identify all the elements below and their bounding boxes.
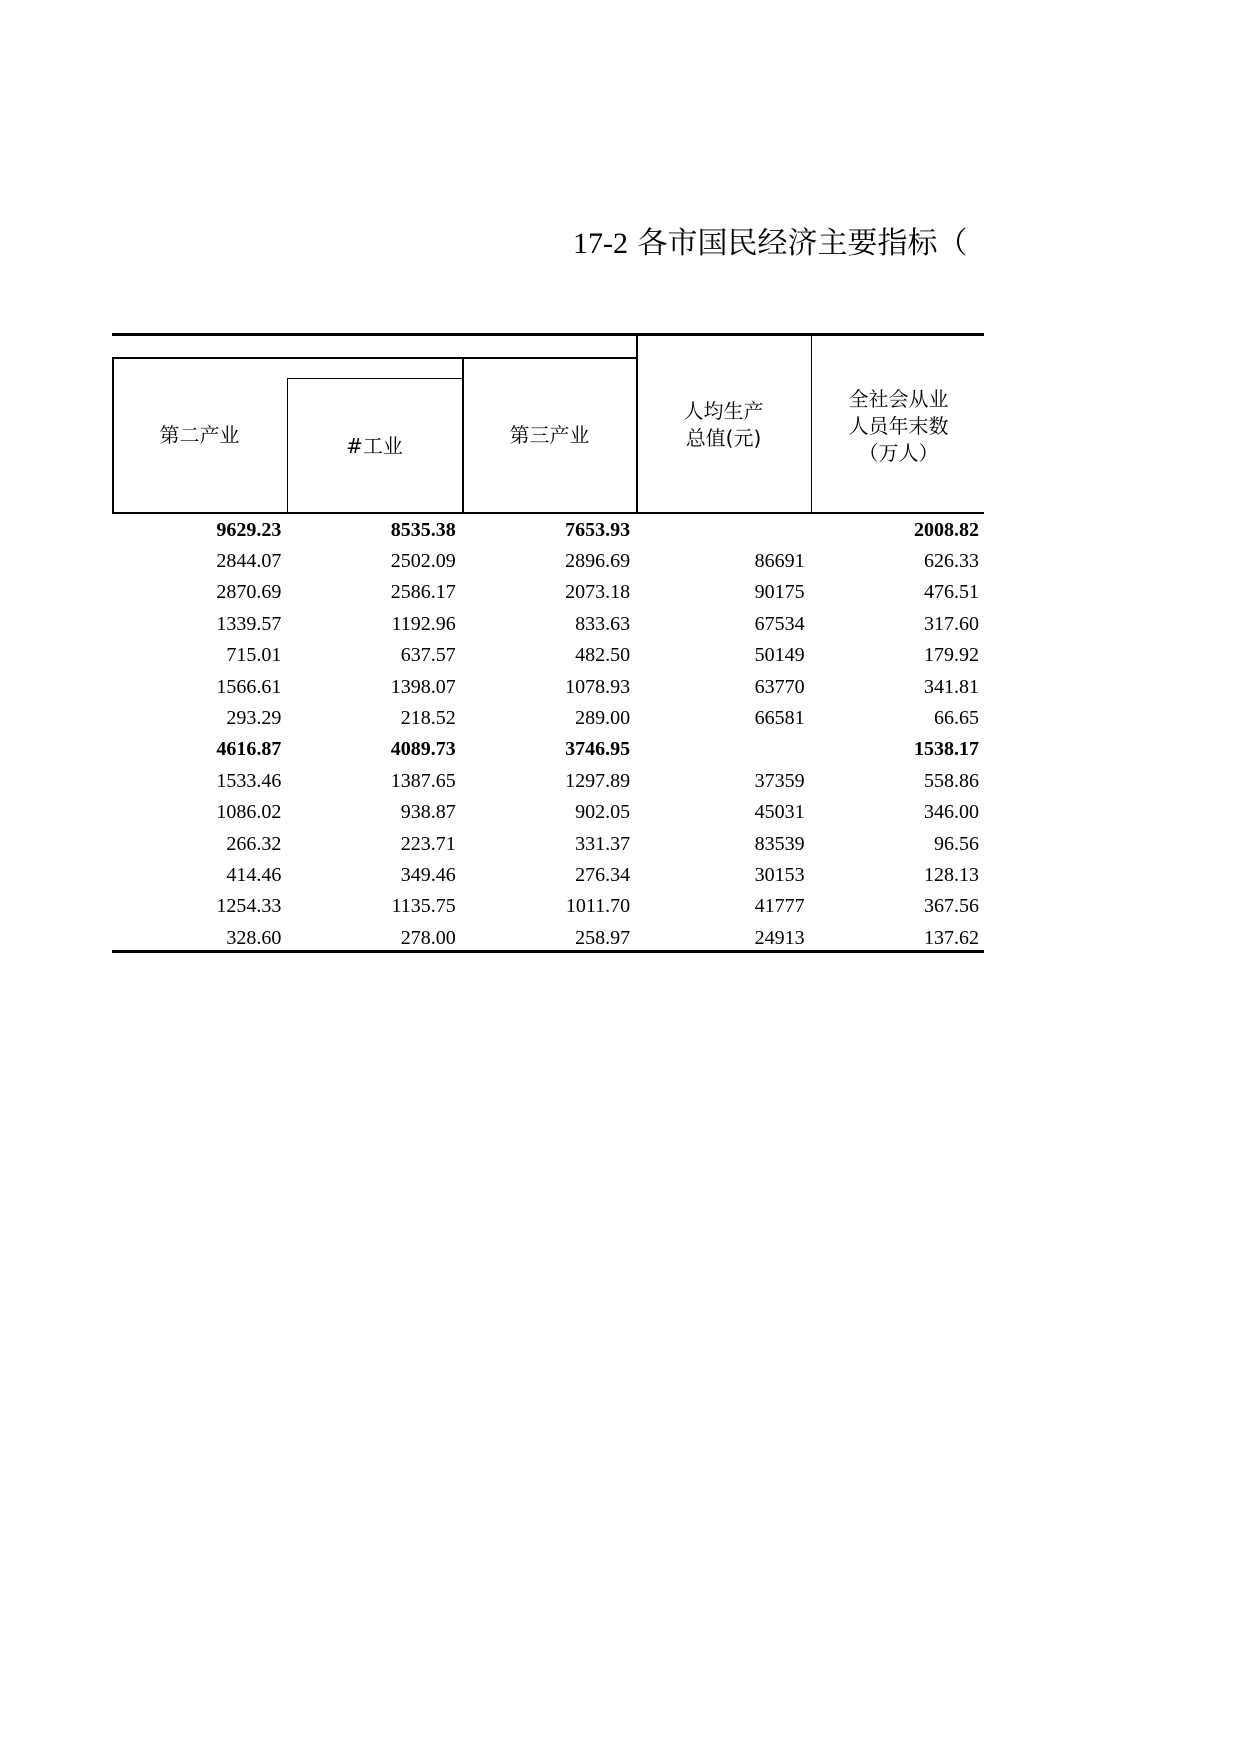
table-row	[112, 734, 984, 765]
cell-secondary-industry: 1086.02	[216, 801, 282, 824]
cell-industry: 637.57	[400, 644, 456, 667]
cell-industry: 938.87	[400, 801, 456, 824]
cell-tertiary-industry: 1078.93	[565, 675, 631, 698]
cell-industry: 218.52	[400, 707, 456, 730]
cell-secondary-industry: 2870.69	[216, 581, 282, 604]
table-row	[112, 671, 984, 702]
table-row	[112, 577, 984, 608]
data-table	[112, 514, 984, 953]
cell-tertiary-industry: 1297.89	[565, 769, 631, 792]
cell-secondary-industry: 328.60	[226, 926, 282, 949]
cell-gdp-per-capita: 45031	[754, 801, 805, 824]
cell-secondary-industry: 1339.57	[216, 612, 282, 635]
header-industry: #工业	[346, 434, 403, 458]
header-employment: 全社会从业 人员年末数 （万人）	[848, 387, 949, 465]
cell-secondary-industry: 9629.23	[216, 518, 282, 541]
cell-tertiary-industry: 2896.69	[565, 550, 631, 573]
cell-tertiary-industry: 7653.93	[565, 518, 631, 541]
cell-industry: 278.00	[400, 926, 456, 949]
table-row	[112, 859, 984, 890]
cell-employment: 66.65	[934, 707, 979, 730]
cell-industry: 1387.65	[390, 769, 456, 792]
cell-industry: 1135.75	[391, 895, 456, 918]
cell-employment: 1538.17	[914, 738, 979, 761]
table-number: 17-2	[573, 227, 628, 260]
table-row	[112, 828, 984, 859]
cell-gdp-per-capita: 50149	[754, 644, 805, 667]
cell-industry: 2586.17	[390, 581, 456, 604]
cell-industry: 8535.38	[390, 518, 456, 541]
table-row	[112, 640, 984, 671]
cell-tertiary-industry: 833.63	[575, 612, 631, 635]
table-row	[112, 765, 984, 796]
cell-secondary-industry: 1566.61	[216, 675, 282, 698]
cell-employment: 96.56	[934, 832, 979, 855]
cell-secondary-industry: 715.01	[226, 644, 282, 667]
cell-secondary-industry: 2844.07	[216, 550, 282, 573]
cell-tertiary-industry: 276.34	[575, 863, 631, 886]
cell-employment: 341.81	[924, 675, 979, 698]
table-row	[112, 545, 984, 576]
cell-gdp-per-capita: 30153	[754, 863, 805, 886]
table-row	[112, 891, 984, 922]
cell-tertiary-industry: 331.37	[575, 832, 631, 855]
cell-gdp-per-capita: 37359	[754, 769, 805, 792]
cell-secondary-industry: 266.32	[226, 832, 282, 855]
cell-gdp-per-capita: 41777	[754, 895, 805, 918]
cell-tertiary-industry: 2073.18	[565, 581, 631, 604]
cell-gdp-per-capita: 86691	[754, 550, 805, 573]
cell-secondary-industry: 4616.87	[216, 738, 282, 761]
cell-employment: 346.00	[924, 801, 979, 824]
header-line-industry-top	[287, 378, 462, 379]
cell-employment: 128.13	[924, 863, 979, 886]
cell-industry: 4089.73	[390, 738, 456, 761]
cell-industry: 1192.96	[391, 612, 456, 635]
cell-industry: 223.71	[400, 832, 456, 855]
cell-gdp-per-capita	[635, 734, 809, 765]
table-row	[112, 608, 984, 639]
cell-gdp-per-capita	[635, 514, 809, 545]
table-row	[112, 797, 984, 828]
cell-industry: 349.46	[400, 863, 456, 886]
table-header	[112, 336, 984, 514]
header-secondary-industry: 第二产业	[159, 423, 240, 447]
cell-gdp-per-capita: 24913	[754, 926, 805, 949]
cell-industry: 2502.09	[390, 550, 456, 573]
cell-gdp-per-capita: 63770	[754, 675, 805, 698]
cell-employment: 476.51	[924, 581, 979, 604]
cell-employment: 179.92	[924, 644, 979, 667]
cell-secondary-industry: 1533.46	[216, 769, 282, 792]
cell-secondary-industry: 414.46	[226, 863, 282, 886]
cell-gdp-per-capita: 66581	[754, 707, 805, 730]
cell-tertiary-industry: 3746.95	[565, 738, 631, 761]
table-bottom-rule	[112, 950, 984, 953]
cell-gdp-per-capita: 83539	[754, 832, 805, 855]
cell-tertiary-industry: 482.50	[575, 644, 631, 667]
cell-employment: 317.60	[924, 612, 979, 635]
table-title-text: 各市国民经济主要指标（	[628, 226, 968, 261]
page-title	[573, 222, 968, 266]
cell-secondary-industry: 1254.33	[216, 895, 282, 918]
cell-gdp-per-capita: 67534	[754, 612, 805, 635]
header-tertiary-industry: 第三产业	[509, 423, 590, 447]
cell-tertiary-industry: 1011.70	[565, 895, 631, 918]
cell-employment: 2008.82	[914, 518, 979, 541]
cell-secondary-industry: 293.29	[226, 707, 282, 730]
cell-tertiary-industry: 902.05	[575, 801, 631, 824]
cell-tertiary-industry: 289.00	[575, 707, 631, 730]
table-row	[112, 702, 984, 733]
table-row	[112, 922, 984, 953]
cell-employment: 558.86	[924, 769, 979, 792]
header-line-group	[112, 357, 636, 359]
header-gdp-per-capita: 人均生产 总值(元)	[683, 399, 764, 450]
table-body	[112, 514, 984, 953]
table-row	[112, 514, 984, 545]
cell-gdp-per-capita: 90175	[754, 581, 805, 604]
cell-employment: 626.33	[924, 550, 979, 573]
cell-tertiary-industry: 258.97	[575, 926, 631, 949]
cell-employment: 367.56	[924, 895, 979, 918]
cell-industry: 1398.07	[390, 675, 456, 698]
cell-employment: 137.62	[924, 926, 979, 949]
